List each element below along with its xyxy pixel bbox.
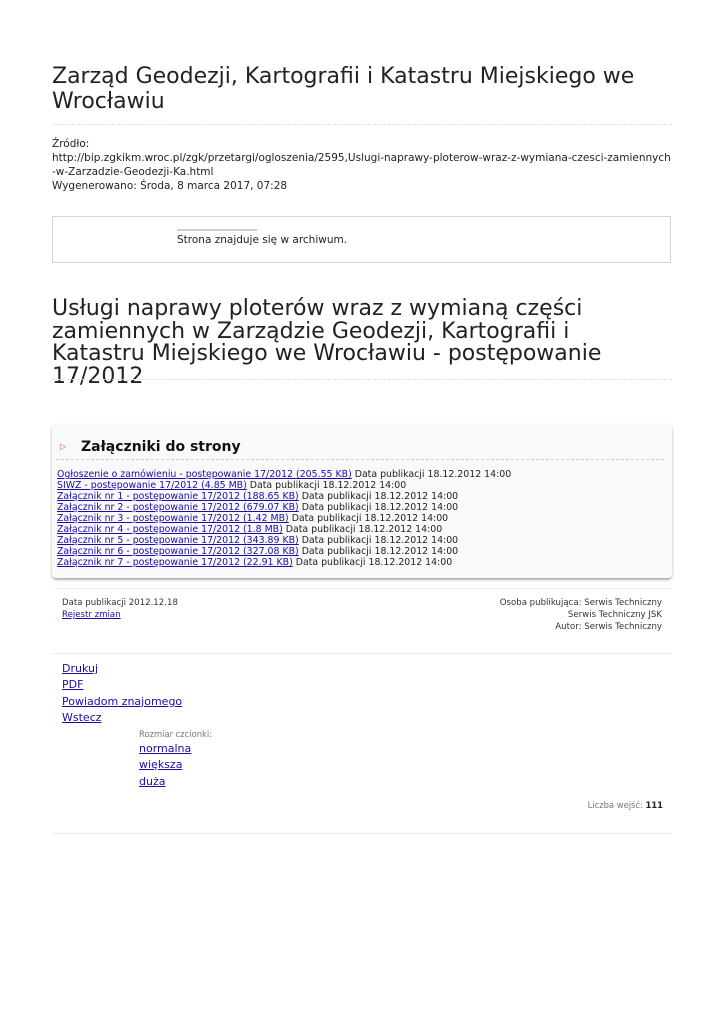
divider	[52, 379, 672, 380]
attachment-item	[57, 480, 511, 491]
attachment-link[interactable]: Ogłoszenie o zamówieniu - postępowanie 17/2012 (205.55 KB)	[57, 469, 352, 480]
attachment-item	[57, 535, 511, 546]
publication-meta	[52, 588, 672, 654]
attachment-date: Data publikacji 18.12.2012 14:00	[301, 535, 459, 546]
attachment-link[interactable]: Załącznik nr 6 - postępowanie 17/2012 (327.08 KB)	[57, 546, 299, 557]
attachment-date: Data publikacji 18.12.2012 14:00	[249, 480, 407, 491]
attachment-item	[57, 546, 511, 557]
archive-notice-box	[52, 216, 671, 263]
publisher: Osoba publikująca: Serwis Techniczny	[499, 598, 662, 608]
page-tools	[62, 661, 182, 727]
attachment-item	[57, 524, 511, 535]
attachment-link[interactable]: Załącznik nr 4 - postępowanie 17/2012 (1.8 MB)	[57, 524, 283, 535]
attachment-item	[57, 502, 511, 513]
attachment-link[interactable]: Załącznik nr 1 - postępowanie 17/2012 (188.65 KB)	[57, 491, 299, 502]
font-size-large[interactable]: duża	[139, 774, 166, 788]
changes-register-link[interactable]: Rejestr zmian	[62, 610, 121, 620]
print-link[interactable]: Drukuj	[62, 662, 99, 675]
source-url: http://bip.zgkikm.wroc.pl/zgk/przetargi/ogloszenia/2595,Uslugi-naprawy-ploterow-wraz-z-wymiana-czesci-zamiennych-w-Zarzadzie-Geodezji-Ka.html	[52, 152, 671, 178]
attachment-link[interactable]: Załącznik nr 5 - postępowanie 17/2012 (343.89 KB)	[57, 535, 299, 546]
attachments-list	[57, 469, 511, 568]
archive-bar	[177, 229, 257, 231]
attachments-box	[52, 425, 672, 578]
attachment-date: Data publikacji 18.12.2012 14:00	[285, 524, 443, 535]
site-title: Zarząd Geodezji, Kartografii i Katastru Miejskiego we Wrocławiu	[52, 64, 635, 114]
archive-notice: Strona znajduje się w archiwum.	[177, 234, 348, 246]
visits-label: Liczba wejść:	[587, 800, 643, 810]
pdf-link[interactable]: PDF	[62, 678, 84, 692]
meta-left	[62, 597, 178, 621]
attachment-item	[57, 491, 511, 502]
notify-friend-link[interactable]: Powiadom znajomego	[62, 694, 183, 708]
attachment-date: Data publikacji 18.12.2012 14:00	[301, 491, 459, 502]
divider	[56, 459, 664, 460]
source-info	[52, 137, 674, 193]
attachment-link[interactable]: SIWZ - postępowanie 17/2012 (4.85 MB)	[57, 480, 247, 491]
generated-date: Wygenerowano: Środa, 8 marca 2017, 07:28	[52, 180, 288, 192]
attachments-heading: Załączniki do strony	[81, 439, 241, 455]
meta-right	[500, 597, 662, 633]
attachment-item	[57, 469, 511, 480]
font-size-options	[139, 741, 191, 790]
attachment-date: Data publikacji 18.12.2012 14:00	[354, 469, 512, 480]
attachment-date: Data publikacji 18.12.2012 14:00	[295, 557, 453, 568]
attachment-item	[57, 513, 511, 524]
visit-counter	[588, 800, 663, 810]
source-label: Źródło:	[52, 138, 90, 150]
publication-date: Data publikacji 2012.12.18	[62, 598, 178, 608]
attachment-link[interactable]: Załącznik nr 3 - postępowanie 17/2012 (1.42 MB)	[57, 513, 289, 524]
footer-divider	[52, 833, 672, 834]
author: Autor: Serwis Techniczny	[555, 622, 662, 632]
divider	[52, 124, 672, 125]
font-size-label: Rozmiar czcionki:	[139, 729, 213, 739]
font-size-normal[interactable]: normalna	[139, 742, 192, 755]
page-title: Usługi naprawy ploterów wraz z wymianą części zamiennych w Zarządzie Geodezji, Kartografii i Katastru Miejskiego we Wrocławiu - postępowanie 17/2012	[52, 296, 602, 389]
visits-count: 111	[645, 800, 663, 810]
font-size-larger[interactable]: większa	[139, 758, 183, 772]
attachment-item	[57, 557, 511, 568]
attachment-date: Data publikacji 18.12.2012 14:00	[301, 502, 459, 513]
attachment-link[interactable]: Załącznik nr 7 - postępowanie 17/2012 (22.91 KB)	[57, 557, 293, 568]
back-link[interactable]: Wstecz	[62, 711, 102, 725]
attachment-date: Data publikacji 18.12.2012 14:00	[291, 513, 449, 524]
attachment-date: Data publikacji 18.12.2012 14:00	[301, 546, 459, 557]
publisher-unit: Serwis Techniczny JSK	[567, 610, 662, 620]
attachment-link[interactable]: Załącznik nr 2 - postępowanie 17/2012 (679.07 KB)	[57, 502, 299, 513]
arrow-right-icon: ▷	[60, 442, 67, 451]
